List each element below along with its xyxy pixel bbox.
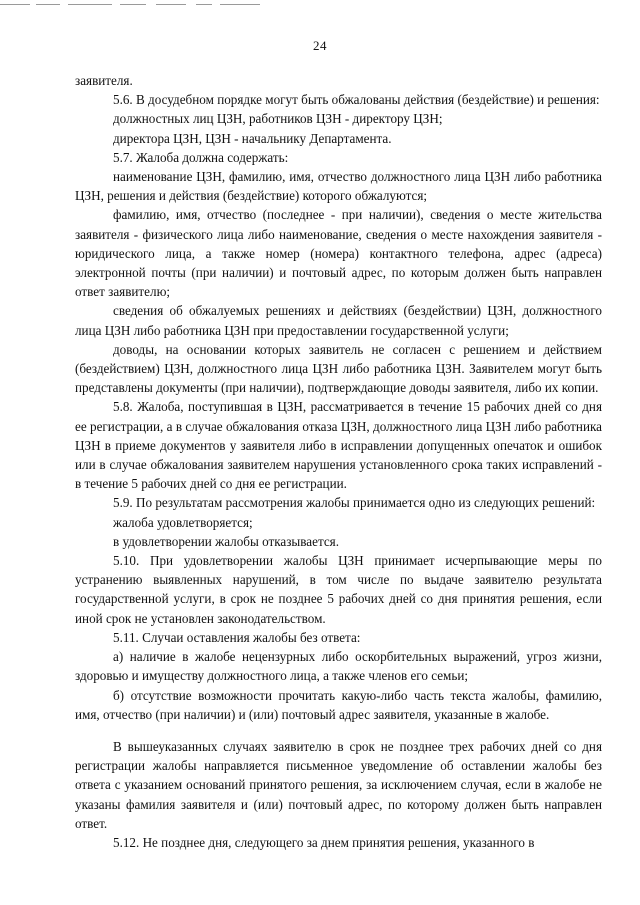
list-item: директора ЦЗН, ЦЗН - начальнику Департамента.: [113, 130, 392, 146]
paragraph-5-8: 5.8. Жалоба, поступившая в ЦЗН, рассматривается в течение 15 рабочих дней со дня ее регистрации, а в случае обжалования отказа ЦЗН, должностного лица ЦЗН либо работника ЦЗН в приеме документов у заявителя либо в исправлении допущенных опечаток и ошибок или в случае обжалования заявителем нарушения установленного срока таких исправлений - в течение 5 рабочих дней со дня ее регистрации.: [75, 399, 602, 492]
document-body: [75, 71, 602, 852]
scan-artifact-line: [36, 4, 60, 5]
page-number: 24: [313, 38, 327, 53]
scan-artifact-line: [0, 4, 30, 5]
scan-artifact-line: [220, 4, 260, 5]
paragraph: заявителя.: [75, 73, 133, 88]
paragraph-5-6: 5.6. В досудебном порядке могут быть обжалованы действия (бездействие) и решения:: [113, 92, 600, 108]
list-item: наименование ЦЗН, фамилию, имя, отчество должностного лица ЦЗН либо работника ЦЗН, решения и действия (бездействие) которого обжалуются;: [75, 169, 602, 204]
paragraph: В вышеуказанных случаях заявителю в срок не позднее трех рабочих дней со дня регистрации жалобы направляется письменное уведомление об оставлении жалобы без ответа с указанием оснований принятого решения, за исключением случая, если в жалобе не указаны фамилия заявителя и (или) почтовый адрес, по которому должен быть направлен ответ.: [75, 738, 602, 831]
scan-artifact-line: [196, 4, 212, 5]
list-item: должностных лиц ЦЗН, работников ЦЗН - директору ЦЗН;: [113, 111, 443, 127]
list-item: а) наличие в жалобе нецензурных либо оскорбительных выражений, угроз жизни, здоровью и имуществу должностного лица, а также членов его семьи;: [75, 649, 602, 684]
paragraph-5-10: 5.10. При удовлетворении жалобы ЦЗН принимает исчерпывающие меры по устранению выявленных нарушений, в том числе по выдаче заявителю результата государственной услуги, в срок не позднее 5 рабочих дней со дня принятия решения, если иной срок не установлен законодательством.: [75, 553, 602, 626]
scan-artifact-line: [156, 4, 186, 5]
paragraph-5-9: 5.9. По результатам рассмотрения жалобы принимается одно из следующих решений:: [113, 495, 596, 511]
paragraph-5-11: 5.11. Случаи оставления жалобы без ответа:: [113, 629, 361, 645]
list-item: жалоба удовлетворяется;: [113, 514, 253, 530]
paragraph-5-12: 5.12. Не позднее дня, следующего за днем принятия решения, указанного в: [113, 834, 535, 850]
list-item: сведения об обжалуемых решениях и действиях (бездействии) ЦЗН, должностного лица ЦЗН либо работника ЦЗН при предоставлении государственной услуги;: [75, 303, 602, 338]
list-item: фамилию, имя, отчество (последнее - при наличии), сведения о месте жительства заявителя - физического лица либо наименование, сведения о месте нахождения заявителя - юридического лица, а также номер (номера) контактного телефона, адрес (адреса) электронной почты (при наличии) и почтовый адрес, по которым должен быть направлен ответ заявителю;: [75, 207, 602, 300]
scan-artifact-line: [120, 4, 146, 5]
list-item: в удовлетворении жалобы отказывается.: [113, 533, 340, 549]
scan-artifact-line: [68, 4, 112, 5]
list-item: доводы, на основании которых заявитель не согласен с решением и действием (бездействием) ЦЗН, должностного лица ЦЗН либо работника ЦЗН. Заявителем могут быть представлены документы (при наличии), подтверждающие доводы заявителя, либо их копии.: [75, 341, 602, 396]
list-item: б) отсутствие возможности прочитать какую-либо часть текста жалобы, фамилию, имя, отчество (при наличии) и (или) почтовый адрес заявителя, указанные в жалобе.: [75, 687, 602, 722]
paragraph-5-7: 5.7. Жалоба должна содержать:: [113, 149, 289, 165]
